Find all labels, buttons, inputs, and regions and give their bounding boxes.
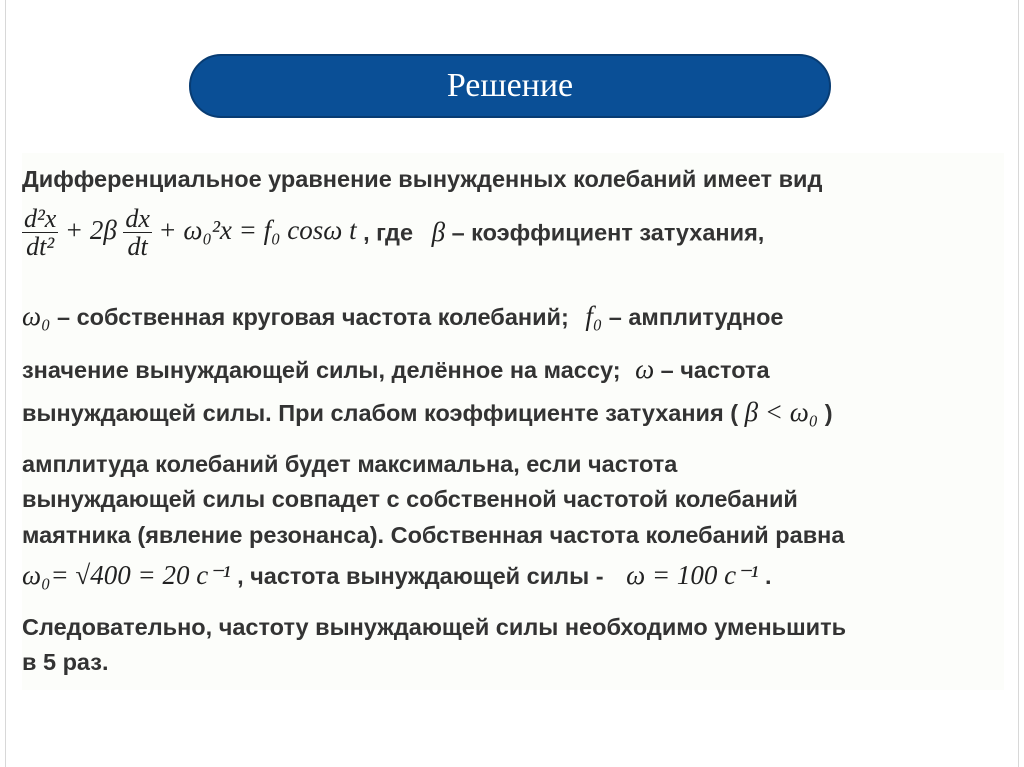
omega-symbol: ω xyxy=(635,354,655,384)
text-line-11: в 5 раз. xyxy=(22,649,109,675)
text-line-5-close: ) xyxy=(824,400,833,426)
text-line-9 xyxy=(22,560,772,591)
equation-omega0-value: ω₀= √400 = 20 c⁻¹ xyxy=(22,560,231,590)
text-line-1: Дифференциальное уравнение вынужденных колебаний имеет вид xyxy=(22,166,823,192)
condition-beta-less-omega0: β < ω₀ xyxy=(744,397,819,427)
fraction-denominator: dt² xyxy=(26,232,55,262)
text-line-10: Следовательно, частоту вынуждающей силы необходимо уменьшить xyxy=(22,614,847,640)
f0-symbol: f₀ xyxy=(585,301,603,331)
fraction-d2x-dt2 xyxy=(22,205,58,261)
omega0-symbol: ω₀ xyxy=(22,301,51,331)
equation-omega-value: ω = 100 c⁻¹ xyxy=(626,560,759,590)
slide-border-right xyxy=(1018,0,1019,767)
solution-text-block xyxy=(22,153,1004,690)
text-line-7: вынуждающей силы совпадет с собственной частотой колебаний xyxy=(22,486,798,512)
fraction-numerator: dx xyxy=(125,204,150,233)
omega0-description: – собственная круговая частота колебаний; xyxy=(56,304,569,330)
text-line-9-middle: , частота вынуждающей силы - xyxy=(237,563,604,589)
where-text: , где xyxy=(363,219,414,246)
text-line-5-main: вынуждающей силы. При слабом коэффициенте затухания ( xyxy=(22,400,739,426)
text-line-6: амплитуда колебаний будет максимальна, если частота xyxy=(22,451,678,477)
equation-rest: + ω₀²x = f₀ cosω t xyxy=(158,215,357,245)
title-banner xyxy=(189,54,831,118)
equation-line xyxy=(22,205,764,261)
omega-description: – частота xyxy=(660,357,770,383)
beta-symbol: β xyxy=(431,217,446,248)
text-line-9-end: . xyxy=(764,563,772,589)
fraction-dx-dt xyxy=(123,205,152,261)
f0-description: – амплитудное xyxy=(608,304,784,330)
text-line-4 xyxy=(22,354,770,385)
text-line-3 xyxy=(22,301,784,332)
text-line-8: маятника (явление резонанса). Собственная частота колебаний равна xyxy=(22,522,845,548)
fraction-numerator: d²x xyxy=(24,204,57,233)
beta-description: – коэффициент затухания, xyxy=(451,219,765,246)
equation-term-2beta: + 2β xyxy=(64,215,117,245)
text-line-5 xyxy=(22,397,833,428)
fraction-denominator: dt xyxy=(127,232,148,262)
slide-border-left xyxy=(5,0,6,767)
text-line-4-main: значение вынуждающей силы, делённое на массу; xyxy=(22,357,621,383)
slide-title: Решение xyxy=(446,67,574,104)
